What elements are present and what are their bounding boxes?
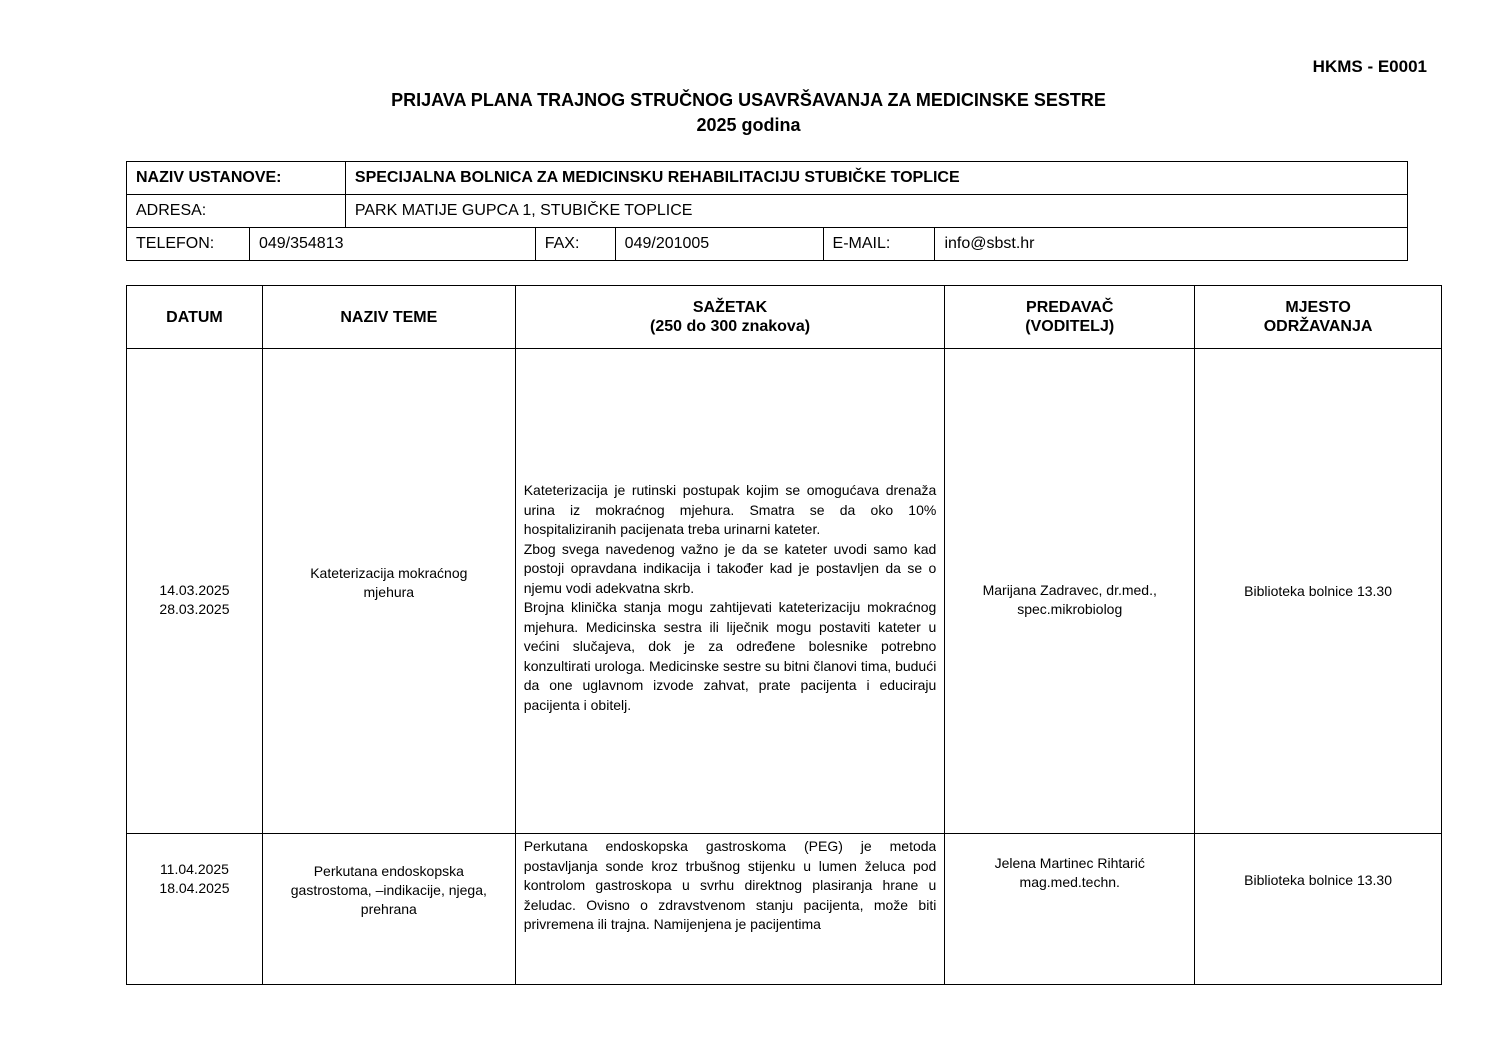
institution-address-value: PARK MATIJE GUPCA 1, STUBIČKE TOPLICE [345,195,1407,228]
header-place-line-2: ODRŽAVANJA [1263,318,1373,335]
row-summary-paragraph-1: Kateterizacija je rutinski postupak kojim se omogućava drenaža urina iz mokraćnog mjehura. Smatra se da oko 10% hospitaliziranih pacijenata treba urinarni kateter. [523,482,937,537]
row-lecturer [945,834,1195,985]
institution-address-label: ADRESA: [127,195,346,228]
row-place [1195,349,1442,834]
row-topic-line-1: Kateterizacija mokraćnog [310,565,468,581]
row-summary [515,834,945,985]
row-date-1: 14.03.2025 [159,582,230,598]
row-date-1: 11.04.2025 [159,861,229,877]
row-place [1195,834,1442,985]
row-place-text: Biblioteka bolnice 13.30 [1244,582,1393,599]
email-value: info@sbst.hr [935,228,1408,261]
document-title [0,88,1497,138]
fax-label: FAX: [535,228,615,261]
row-topic-line-1: Perkutana endoskopska [313,863,464,879]
row-topic-line-2: gastrostoma, –indikacije, njega, [290,882,487,898]
education-plan-table [126,285,1442,985]
row-summary-paragraph-1: Perkutana endoskopska gastroskoma (PEG) je metoda postavljanja sonde kroz trbušnog stijenku u lumen želuca pod kontrolom gastroskopa u svrhu direktnog plasiranja hrane u želudac. Ovisno o zdravstvenom stanju pacijenta, može biti privremena ili trajna. Namijenjena je pacijentima [523,838,937,932]
row-date [127,834,263,985]
institution-name-label: NAZIV USTANOVE: [127,162,346,195]
header-summary-line-2: (250 do 300 znakova) [649,318,811,335]
row-date-2: 28.03.2025 [159,601,230,617]
row-date-2: 18.04.2025 [159,880,230,896]
title-line-1: PRIJAVA PLANA TRAJNOG STRUČNOG USAVRŠAVANJA ZA MEDICINSKE SESTRE [391,90,1106,110]
header-summary [515,286,945,349]
institution-name-value: SPECIJALNA BOLNICA ZA MEDICINSKU REHABILITACIJU STUBIČKE TOPLICE [345,162,1407,195]
institution-contact-row [127,228,1408,261]
plan-header-row [127,286,1442,349]
row-summary-clip [524,837,937,935]
header-place-line-1: MJESTO [1285,299,1351,316]
row-summary-paragraph-3: Brojna klinička stanja mogu zahtijevati kateterizaciju mokraćnog mjehura. Medicinska sestra ili liječnik mogu postaviti kateter u većini slučajeva, dok je za određene bolesnike potrebno konzultirati urologa. Medicinske sestre su bitni članovi tima, budući da one uglavnom izvode zahvat, prate pacijenta i educiraju pacijenta i obitelj. [523,599,937,713]
email-label: E-MAIL: [823,228,935,261]
row-place-text: Biblioteka bolnice 13.30 [1244,872,1393,888]
row-lecturer-line-1: Jelena Martinec Rihtarić [994,855,1145,871]
table-row [127,349,1442,834]
row-topic [262,349,515,834]
header-place [1195,286,1442,349]
row-date [127,349,263,834]
institution-address-row [127,195,1408,228]
phone-value: 049/354813 [249,228,535,261]
row-lecturer-line-1: Marijana Zadravec, dr.med., [982,582,1157,598]
institution-table [126,161,1408,261]
header-lecturer-line-1: PREDAVAČ [1026,299,1114,316]
row-summary [515,349,945,834]
institution-name-row [127,162,1408,195]
header-lecturer [945,286,1195,349]
fax-value: 049/201005 [615,228,823,261]
header-date: DATUM [127,286,263,349]
document-code: HKMS - E0001 [1312,57,1427,76]
header-lecturer-line-2: (VODITELJ) [1025,318,1115,335]
row-topic-line-2: mjehura [363,584,415,600]
row-lecturer-line-2: spec.mikrobiolog [1017,601,1123,617]
row-lecturer [945,349,1195,834]
header-summary-line-1: SAŽETAK [692,299,768,316]
row-lecturer-line-2: mag.med.techn. [1019,874,1120,890]
title-line-2: 2025 godina [696,115,801,135]
row-topic-line-3: prehrana [360,901,417,917]
table-row [127,834,1442,985]
phone-label: TELEFON: [127,228,250,261]
row-summary-paragraph-2: Zbog svega navedenog važno je da se kateter uvodi samo kad postoji opravdana indikacija i također kad je postavljen da se o njemu vodi adekvatna skrb. [523,540,937,596]
row-topic [262,834,515,985]
header-topic: NAZIV TEME [262,286,515,349]
